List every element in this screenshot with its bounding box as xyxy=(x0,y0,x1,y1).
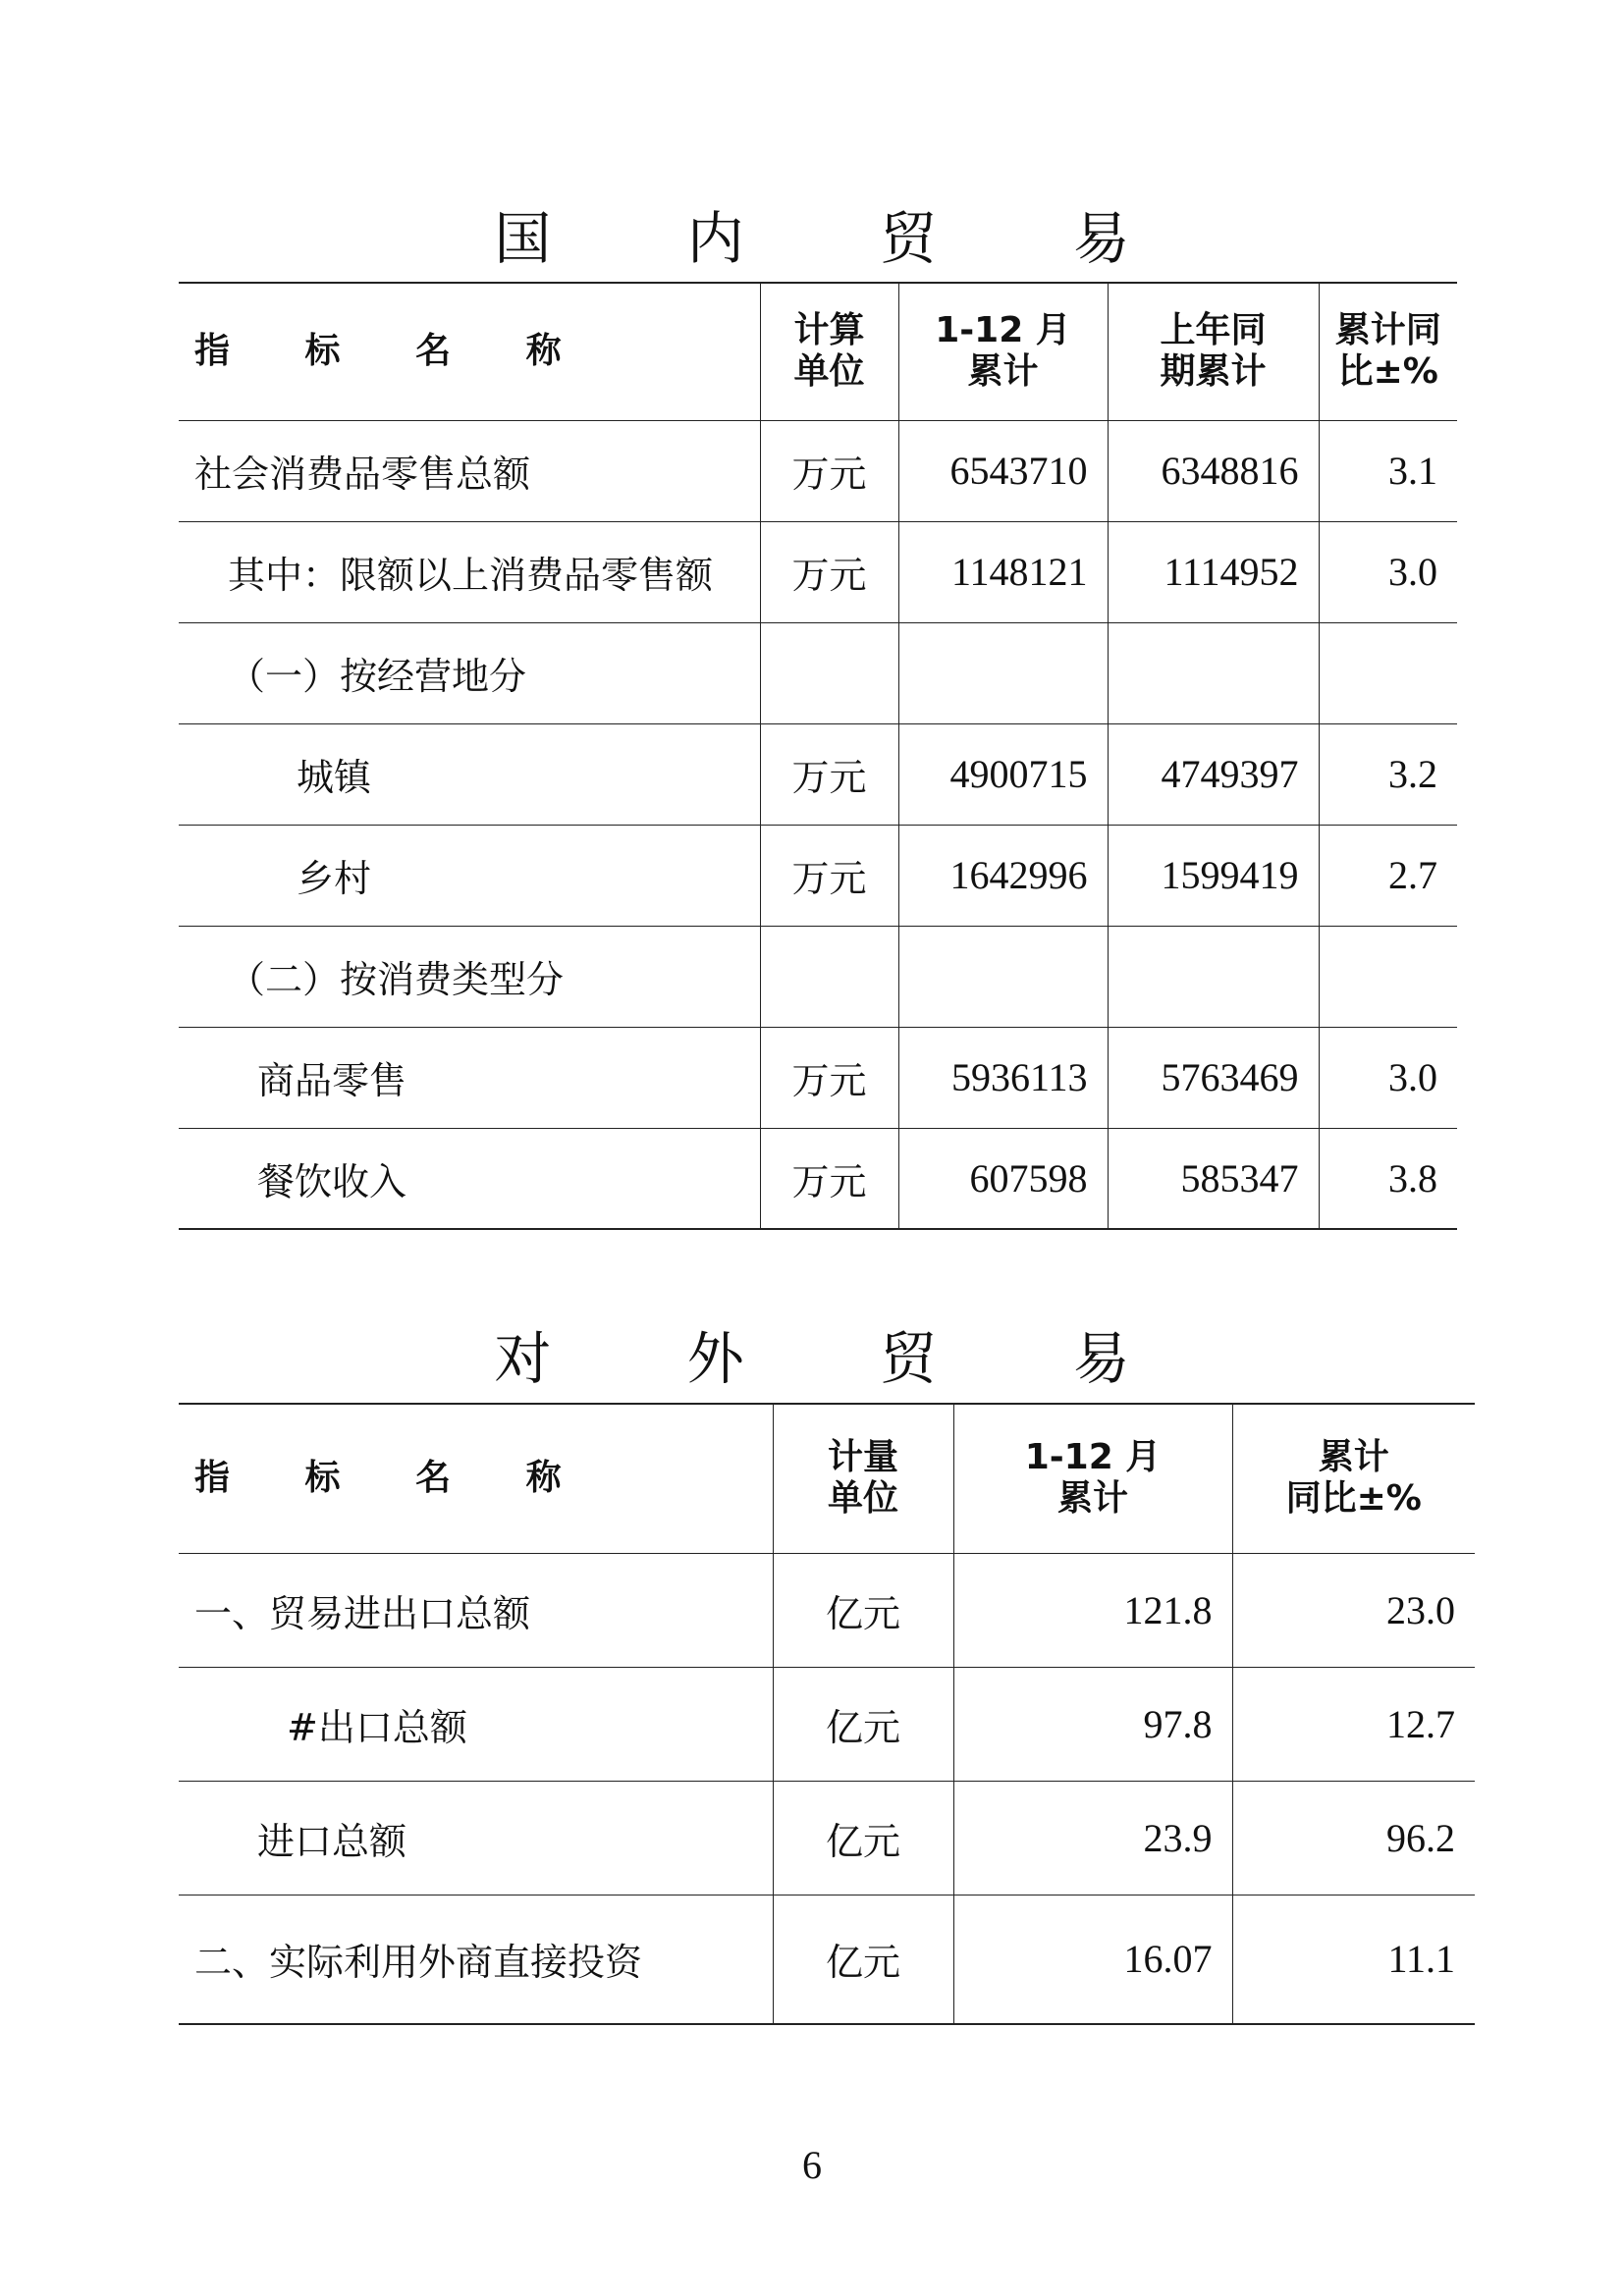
row-name: 社会消费品零售总额 xyxy=(179,420,760,521)
row-current xyxy=(898,622,1108,723)
row-name: 二、实际利用外商直接投资 xyxy=(179,1895,773,2024)
row-current: 16.07 xyxy=(953,1895,1232,2024)
row-name: 进口总额 xyxy=(179,1781,773,1895)
row-name: 一、贸易进出口总额 xyxy=(179,1553,773,1667)
table-row xyxy=(179,1553,1475,1667)
header-unit: 计算 单位 xyxy=(760,283,898,420)
row-current: 97.8 xyxy=(953,1667,1232,1781)
row-yoy xyxy=(1319,926,1457,1027)
row-yoy: 12.7 xyxy=(1232,1667,1475,1781)
table-row xyxy=(179,1895,1475,2024)
row-current xyxy=(898,926,1108,1027)
row-previous: 6348816 xyxy=(1108,420,1319,521)
row-current: 1642996 xyxy=(898,825,1108,926)
row-current: 1148121 xyxy=(898,521,1108,622)
row-previous xyxy=(1108,622,1319,723)
row-yoy xyxy=(1319,622,1457,723)
row-previous: 1114952 xyxy=(1108,521,1319,622)
row-unit: 万元 xyxy=(760,420,898,521)
row-name: #出口总额 xyxy=(179,1667,773,1781)
header-indicator-name: 指 标 名 称 xyxy=(179,1404,773,1553)
row-current: 607598 xyxy=(898,1128,1108,1229)
row-unit: 亿元 xyxy=(773,1553,953,1667)
row-name: 商品零售 xyxy=(179,1027,760,1128)
header-current: 1-12 月 累计 xyxy=(953,1404,1232,1553)
row-unit: 亿元 xyxy=(773,1667,953,1781)
row-yoy: 3.2 xyxy=(1319,723,1457,825)
row-name: （一）按经营地分 xyxy=(179,622,760,723)
table-row xyxy=(179,926,1457,1027)
header-yoy: 累计同 比±% xyxy=(1319,283,1457,420)
row-unit: 万元 xyxy=(760,1128,898,1229)
row-unit: 亿元 xyxy=(773,1781,953,1895)
table-row xyxy=(179,521,1457,622)
row-name: 餐饮收入 xyxy=(179,1128,760,1229)
page-number: 6 xyxy=(802,2143,822,2187)
row-name: 其中：限额以上消费品零售额 xyxy=(179,521,760,622)
row-unit: 万元 xyxy=(760,825,898,926)
row-previous: 4749397 xyxy=(1108,723,1319,825)
table-header-row xyxy=(179,283,1457,420)
table-row xyxy=(179,420,1457,521)
row-unit: 万元 xyxy=(760,521,898,622)
table-row xyxy=(179,1667,1475,1781)
domestic-trade-title: 国 内 贸 易 xyxy=(494,205,1189,272)
header-unit: 计量 单位 xyxy=(773,1404,953,1553)
row-previous xyxy=(1108,926,1319,1027)
table-header-row xyxy=(179,1404,1475,1553)
row-unit: 亿元 xyxy=(773,1895,953,2024)
row-previous: 5763469 xyxy=(1108,1027,1319,1128)
row-yoy: 3.1 xyxy=(1319,420,1457,521)
row-unit: 万元 xyxy=(760,723,898,825)
row-unit xyxy=(760,926,898,1027)
row-name: 乡村 xyxy=(179,825,760,926)
table-row xyxy=(179,622,1457,723)
row-current: 23.9 xyxy=(953,1781,1232,1895)
row-yoy: 11.1 xyxy=(1232,1895,1475,2024)
row-yoy: 96.2 xyxy=(1232,1781,1475,1895)
table-row xyxy=(179,1128,1457,1229)
domestic-trade-table xyxy=(179,282,1457,1230)
header-previous: 上年同 期累计 xyxy=(1108,283,1319,420)
row-unit: 万元 xyxy=(760,1027,898,1128)
foreign-trade-title: 对 外 贸 易 xyxy=(494,1325,1189,1392)
table-row xyxy=(179,1027,1457,1128)
row-current: 5936113 xyxy=(898,1027,1108,1128)
header-current: 1-12 月 累计 xyxy=(898,283,1108,420)
table-row xyxy=(179,825,1457,926)
row-unit xyxy=(760,622,898,723)
row-name: （二）按消费类型分 xyxy=(179,926,760,1027)
row-current: 121.8 xyxy=(953,1553,1232,1667)
row-yoy: 23.0 xyxy=(1232,1553,1475,1667)
row-yoy: 3.0 xyxy=(1319,521,1457,622)
row-current: 4900715 xyxy=(898,723,1108,825)
row-current: 6543710 xyxy=(898,420,1108,521)
row-yoy: 3.0 xyxy=(1319,1027,1457,1128)
header-yoy: 累计 同比±% xyxy=(1232,1404,1475,1553)
foreign-trade-table xyxy=(179,1403,1475,2025)
row-previous: 1599419 xyxy=(1108,825,1319,926)
row-previous: 585347 xyxy=(1108,1128,1319,1229)
table-row xyxy=(179,1781,1475,1895)
row-yoy: 3.8 xyxy=(1319,1128,1457,1229)
table-row xyxy=(179,723,1457,825)
row-name: 城镇 xyxy=(179,723,760,825)
row-yoy: 2.7 xyxy=(1319,825,1457,926)
header-indicator-name: 指 标 名 称 xyxy=(179,283,760,420)
